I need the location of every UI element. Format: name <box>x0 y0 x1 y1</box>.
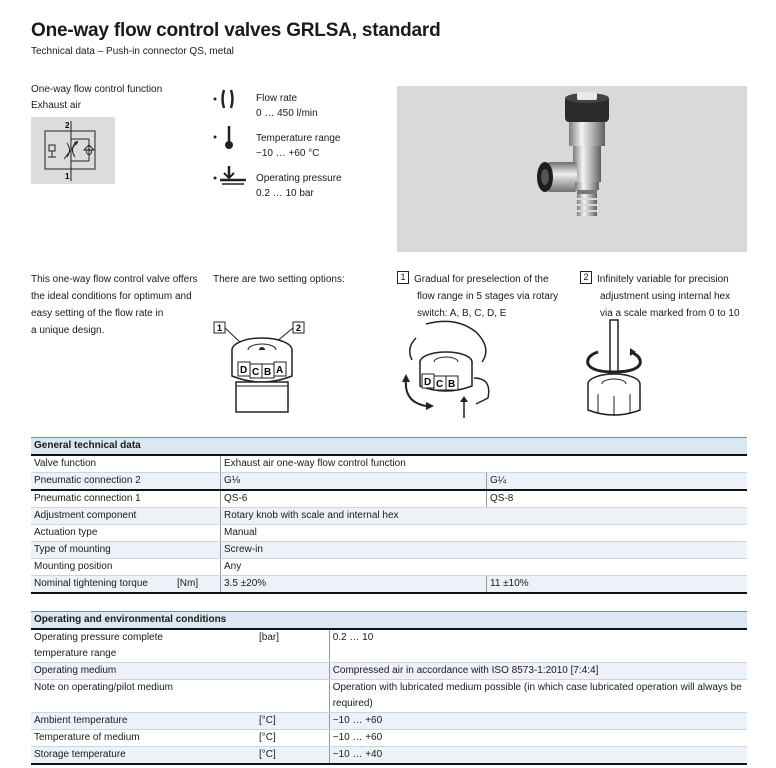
valve-symbol-icon <box>31 117 115 184</box>
intro-text <box>31 271 198 339</box>
row-value: Compressed air in accordance with ISO 8573-1:2010 [7:4:4] <box>329 663 747 680</box>
row-unit <box>256 680 329 713</box>
row-unit <box>174 490 221 508</box>
row-value: G¼ <box>487 473 748 491</box>
flow-rate-icon <box>212 88 242 110</box>
table-row <box>31 730 747 747</box>
callout-2-label: 2 <box>296 323 302 333</box>
table-row <box>31 576 747 594</box>
row-label-line: Operating pressure complete <box>34 632 163 643</box>
row-label: Nominal tightening torque <box>31 576 174 594</box>
option-1-line: switch: A, B, C, D, E <box>417 308 507 319</box>
callout-1-label: 1 <box>217 323 223 333</box>
row-label <box>31 629 256 663</box>
table-row <box>31 490 747 508</box>
intro-line: a unique design. <box>31 325 105 336</box>
row-value: Manual <box>221 525 748 542</box>
row-unit: [°C] <box>256 730 329 747</box>
table-row <box>31 508 747 525</box>
row-value: 0.2 … 10 <box>329 629 747 663</box>
port-2-label: 2 <box>65 121 70 130</box>
option-1-line: flow range in 5 stages via rotary <box>417 291 559 302</box>
pressure-value: 0.2 … 10 bar <box>256 188 314 199</box>
row-value: −10 … +60 <box>329 730 747 747</box>
row-value: Screw-in <box>221 542 748 559</box>
row-label: Pneumatic connection 1 <box>31 490 174 508</box>
row-unit <box>174 508 221 525</box>
row-label: Operating medium <box>31 663 256 680</box>
table-heading: Operating and environmental conditions <box>31 612 747 630</box>
row-value: −10 … +40 <box>329 747 747 765</box>
knob-illustration <box>212 320 312 420</box>
row-value: Rotary knob with scale and internal hex <box>221 508 748 525</box>
row-value: Operation with lubricated medium possible (in which case lubricated operation will always be required) <box>329 680 747 713</box>
stage-a-label: A <box>276 365 284 376</box>
temperature-label: Temperature range <box>256 133 341 144</box>
table-row <box>31 525 747 542</box>
row-value: QS-8 <box>487 490 748 508</box>
table-row <box>31 713 747 730</box>
row-unit <box>174 525 221 542</box>
page-subtitle: Technical data – Push-in connector QS, metal <box>31 46 234 57</box>
circuit-symbol <box>31 117 115 184</box>
row-value: 11 ±10% <box>487 576 748 594</box>
stage-d-label: D <box>424 377 432 388</box>
table-row <box>31 542 747 559</box>
row-label-line: temperature range <box>34 648 117 659</box>
page-title: One-way flow control valves GRLSA, standard <box>31 20 441 41</box>
row-unit: [Nm] <box>174 576 221 594</box>
row-label: Ambient temperature <box>31 713 256 730</box>
row-label: Actuation type <box>31 525 174 542</box>
table-row <box>31 629 747 663</box>
row-unit <box>174 559 221 576</box>
operating-conditions-table <box>31 611 747 765</box>
option-1-number: 1 <box>397 271 409 284</box>
flow-rate-label: Flow rate <box>256 93 298 104</box>
row-value: Any <box>221 559 748 576</box>
row-value: QS-6 <box>221 490 487 508</box>
table-heading: General technical data <box>31 438 747 456</box>
row-unit: [°C] <box>256 747 329 765</box>
row-unit <box>174 473 221 491</box>
row-value: −10 … +60 <box>329 713 747 730</box>
option-2-line: Infinitely variable for precision <box>597 274 729 285</box>
row-label: Valve function <box>31 455 174 473</box>
row-value: G⅛ <box>221 473 487 491</box>
setting-options-heading: There are two setting options: <box>213 274 345 285</box>
row-label: Adjustment component <box>31 508 174 525</box>
temperature-value: −10 … +60 °C <box>256 148 320 159</box>
row-value: Exhaust air one-way flow control function <box>221 455 748 473</box>
row-unit: [°C] <box>256 713 329 730</box>
flow-rate-value: 0 … 450 l/min <box>256 108 318 119</box>
row-label: Storage temperature <box>31 747 256 765</box>
function-title: One-way flow control function <box>31 84 163 95</box>
stage-b-label: B <box>264 367 272 378</box>
table-row <box>31 455 747 473</box>
row-label: Mounting position <box>31 559 174 576</box>
option-1-line: Gradual for preselection of the <box>414 274 549 285</box>
option-1 <box>397 271 558 322</box>
table-row <box>31 680 747 713</box>
row-label: Pneumatic connection 2 <box>31 473 174 491</box>
row-unit <box>174 455 221 473</box>
stage-d-label: D <box>240 365 248 376</box>
pressure-icon <box>212 164 248 188</box>
table-row <box>31 663 747 680</box>
row-unit <box>174 542 221 559</box>
stage-c-label: C <box>436 379 444 390</box>
intro-line: the ideal conditions for optimum and <box>31 291 192 302</box>
hex-key-illustration <box>578 318 658 420</box>
valve-product-image <box>397 86 747 252</box>
option-2-number: 2 <box>580 271 592 284</box>
row-label: Type of mounting <box>31 542 174 559</box>
option-2 <box>580 271 740 322</box>
table-row <box>31 747 747 765</box>
option-2-line: adjustment using internal hex <box>600 291 731 302</box>
row-unit <box>256 663 329 680</box>
stage-c-label: C <box>252 367 260 378</box>
row-label: Temperature of medium <box>31 730 256 747</box>
row-unit: [bar] <box>256 629 329 663</box>
row-label: Note on operating/pilot medium <box>31 680 256 713</box>
stage-b-label: B <box>448 379 456 390</box>
intro-line: This one-way flow control valve offers <box>31 274 198 285</box>
function-subtitle: Exhaust air <box>31 100 82 111</box>
table-row <box>31 473 747 491</box>
table-row <box>31 559 747 576</box>
pressure-label: Operating pressure <box>256 173 342 184</box>
option-2-line: via a scale marked from 0 to 10 <box>600 308 740 319</box>
intro-line: easy setting of the flow rate in <box>31 308 164 319</box>
product-photo <box>397 86 747 252</box>
general-technical-data-table <box>31 437 747 594</box>
port-1-label: 1 <box>65 172 70 181</box>
temperature-icon <box>212 124 242 150</box>
rotary-switch-illustration <box>396 318 496 420</box>
row-value: 3.5 ±20% <box>221 576 487 594</box>
